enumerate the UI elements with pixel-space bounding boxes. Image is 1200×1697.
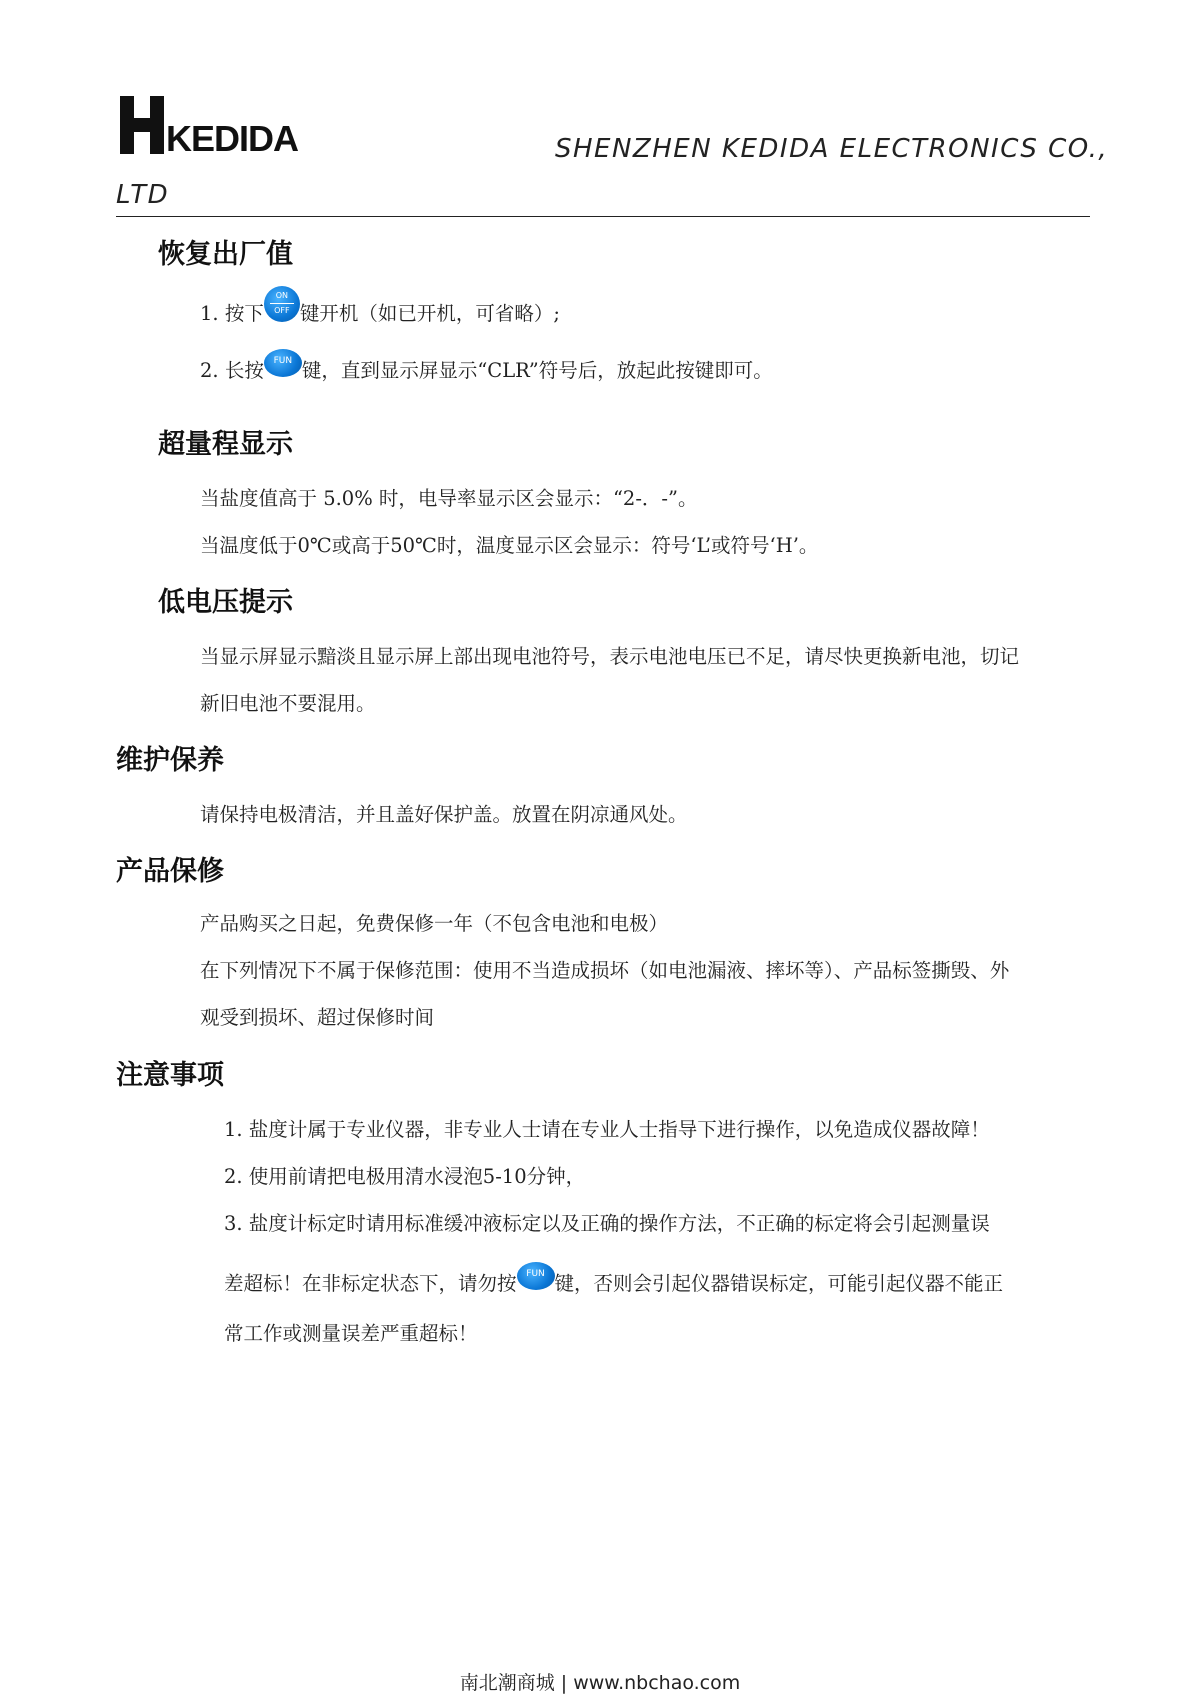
section-heading-low-voltage: 低电压提示: [158, 587, 293, 618]
company-name-suffix: LTD: [116, 180, 170, 210]
maintenance-line-1: 请保持电极清洁，并且盖好保护盖。放置在阴凉通风处。: [200, 803, 688, 826]
step-number: 1.: [200, 302, 219, 325]
section-heading-warranty: 产品保修: [116, 856, 224, 887]
note-text-pre: 差超标！在非标定状态下，请勿按: [224, 1272, 517, 1295]
low-voltage-line-1: 当显示屏显示黯淡且显示屏上部出现电池符号，表示电池电压已不足，请尽快更换新电池，切记: [200, 645, 1020, 668]
footer-watermark: 南北潮商城 | www.nbchao.com: [459, 1672, 741, 1694]
note-item-3-line-2: [224, 1268, 1003, 1296]
overrange-line-2: 当温度低于0℃或高于50℃时，温度显示区会显示：符号‘L’或符号‘H’。: [200, 534, 819, 557]
step-text-post: 键，直到显示屏显示“CLR”符号后，放起此按键即可。: [301, 359, 773, 382]
section-heading-notes: 注意事项: [116, 1060, 224, 1091]
section-heading-maintenance: 维护保养: [116, 745, 224, 776]
note-item-2: 2. 使用前请把电极用清水浸泡5-10分钟，: [224, 1165, 586, 1188]
on-off-button-icon: [264, 286, 300, 322]
note-item-1: 1. 盐度计属于专业仪器，非专业人士请在专业人士指导下进行操作，以免造成仪器故障！: [224, 1118, 990, 1141]
svg-text:KEDIDA: KEDIDA: [166, 118, 299, 154]
step-text-post: 键开机（如已开机，可省略）;: [299, 302, 560, 325]
header-rule: [116, 216, 1090, 217]
overrange-line-1: 当盐度值高于 5.0% 时，电导率显示区会显示：“2-．-”。: [200, 487, 698, 510]
company-name: SHENZHEN KEDIDA ELECTRONICS CO.,: [555, 134, 1109, 164]
warranty-line-2: 在下列情况下不属于保修范围：使用不当造成损坏（如电池漏液、摔坏等）、产品标签撕毁、外: [200, 959, 1010, 982]
warranty-line-3: 观受到损坏、超过保修时间: [200, 1006, 435, 1029]
note-item-3-line-1: 3. 盐度计标定时请用标准缓冲液标定以及正确的操作方法，不正确的标定将会引起测量误: [224, 1212, 990, 1235]
fun-button-icon: FUN: [517, 1262, 555, 1290]
step-text-pre: 按下: [224, 302, 264, 325]
section-heading-reset: 恢复出厂值: [158, 239, 293, 270]
reset-step-2: [200, 355, 773, 383]
kedida-logo: [120, 96, 300, 154]
low-voltage-line-2: 新旧电池不要混用。: [200, 692, 376, 715]
note-text-post: 键，否则会引起仪器错误标定，可能引起仪器不能正: [554, 1272, 1004, 1295]
off-label: OFF: [274, 305, 290, 315]
on-label: ON: [275, 290, 288, 300]
reset-step-1: [200, 290, 560, 326]
note-item-3-line-3: 常工作或测量误差严重超标！: [224, 1322, 478, 1345]
step-number: 2.: [200, 359, 219, 382]
step-text-pre: 长按: [224, 359, 264, 382]
section-heading-overrange: 超量程显示: [158, 429, 293, 460]
fun-button-icon: FUN: [264, 349, 302, 377]
warranty-line-1: 产品购买之日起，免费保修一年（不包含电池和电极）: [200, 912, 669, 935]
